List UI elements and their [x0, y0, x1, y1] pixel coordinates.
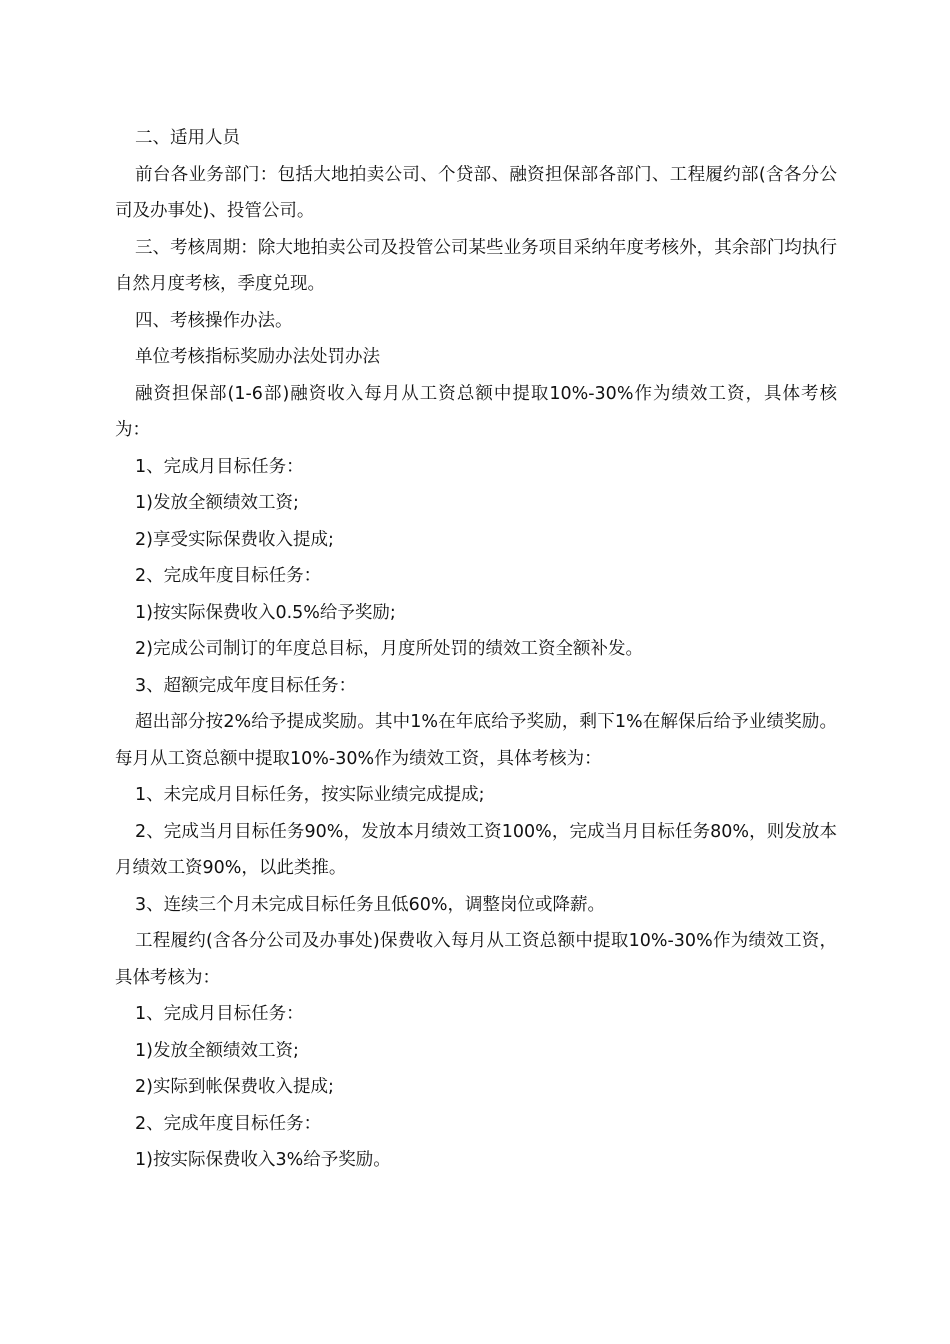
paragraph-financing-guarantee: 融资担保部(1-6部)融资收入每月从工资总额中提取10%-30%作为绩效工资，具体考核为：	[115, 383, 837, 440]
paragraph-engineering-performance: 工程履约(含各分公司及办事处)保费收入每月从工资总额中提取10%-30%作为绩效工资，具体考核为：	[115, 931, 837, 988]
section-heading-assessment-method: 四、考核操作办法。	[135, 310, 293, 331]
list-item: 1)发放全额绩效工资;	[135, 1040, 299, 1061]
list-item: 1、完成月目标任务：	[135, 456, 304, 477]
list-item: 2、完成年度目标任务：	[135, 566, 322, 586]
list-item: 1)发放全额绩效工资;	[135, 493, 299, 513]
list-item: 3、连续三个月未完成目标任务且低60%，调整岗位或降薪。	[135, 894, 606, 915]
list-item: 1)按实际保费收入0.5%给予奖励;	[135, 602, 396, 623]
section-heading-applicable-personnel: 二、适用人员	[135, 128, 240, 148]
list-item: 2)享受实际保费收入提成;	[135, 529, 334, 550]
list-item: 1、未完成月目标任务，按实际业绩完成提成;	[135, 785, 485, 805]
list-item: 1)按实际保费收入3%给予奖励。	[135, 1150, 391, 1170]
paragraph-front-departments: 前台各业务部门：包括大地拍卖公司、个贷部、融资担保部各部门、工程履约部(含各分公司及办事处)、投管公司。	[115, 164, 837, 221]
list-item: 1、完成月目标任务：	[135, 1004, 304, 1024]
document-body	[115, 120, 837, 1179]
paragraph-assessment-period: 三、考核周期：除大地拍卖公司及投管公司某些业务项目采纳年度考核外，其余部门均执行自然月度考核，季度兑现。	[115, 237, 837, 294]
list-item: 2、完成年度目标任务：	[135, 1113, 322, 1134]
list-item: 2)完成公司制订的年度总目标，月度所处罚的绩效工资全额补发。	[135, 639, 643, 659]
paragraph-column-heading: 单位考核指标奖励办法处罚办法	[135, 347, 380, 367]
list-item: 3、超额完成年度目标任务：	[135, 675, 357, 696]
list-item: 2)实际到帐保费收入提成;	[135, 1077, 334, 1097]
list-item: 2、完成当月目标任务90%，发放本月绩效工资100%，完成当月目标任务80%，则发放本月绩效工资90%，以此类推。	[115, 821, 837, 878]
paragraph-excess-reward: 超出部分按2%给予提成奖励。其中1%在年底给予奖励，剩下1%在解保后给予业绩奖励。每月从工资总额中提取10%-30%作为绩效工资，具体考核为：	[115, 712, 837, 769]
